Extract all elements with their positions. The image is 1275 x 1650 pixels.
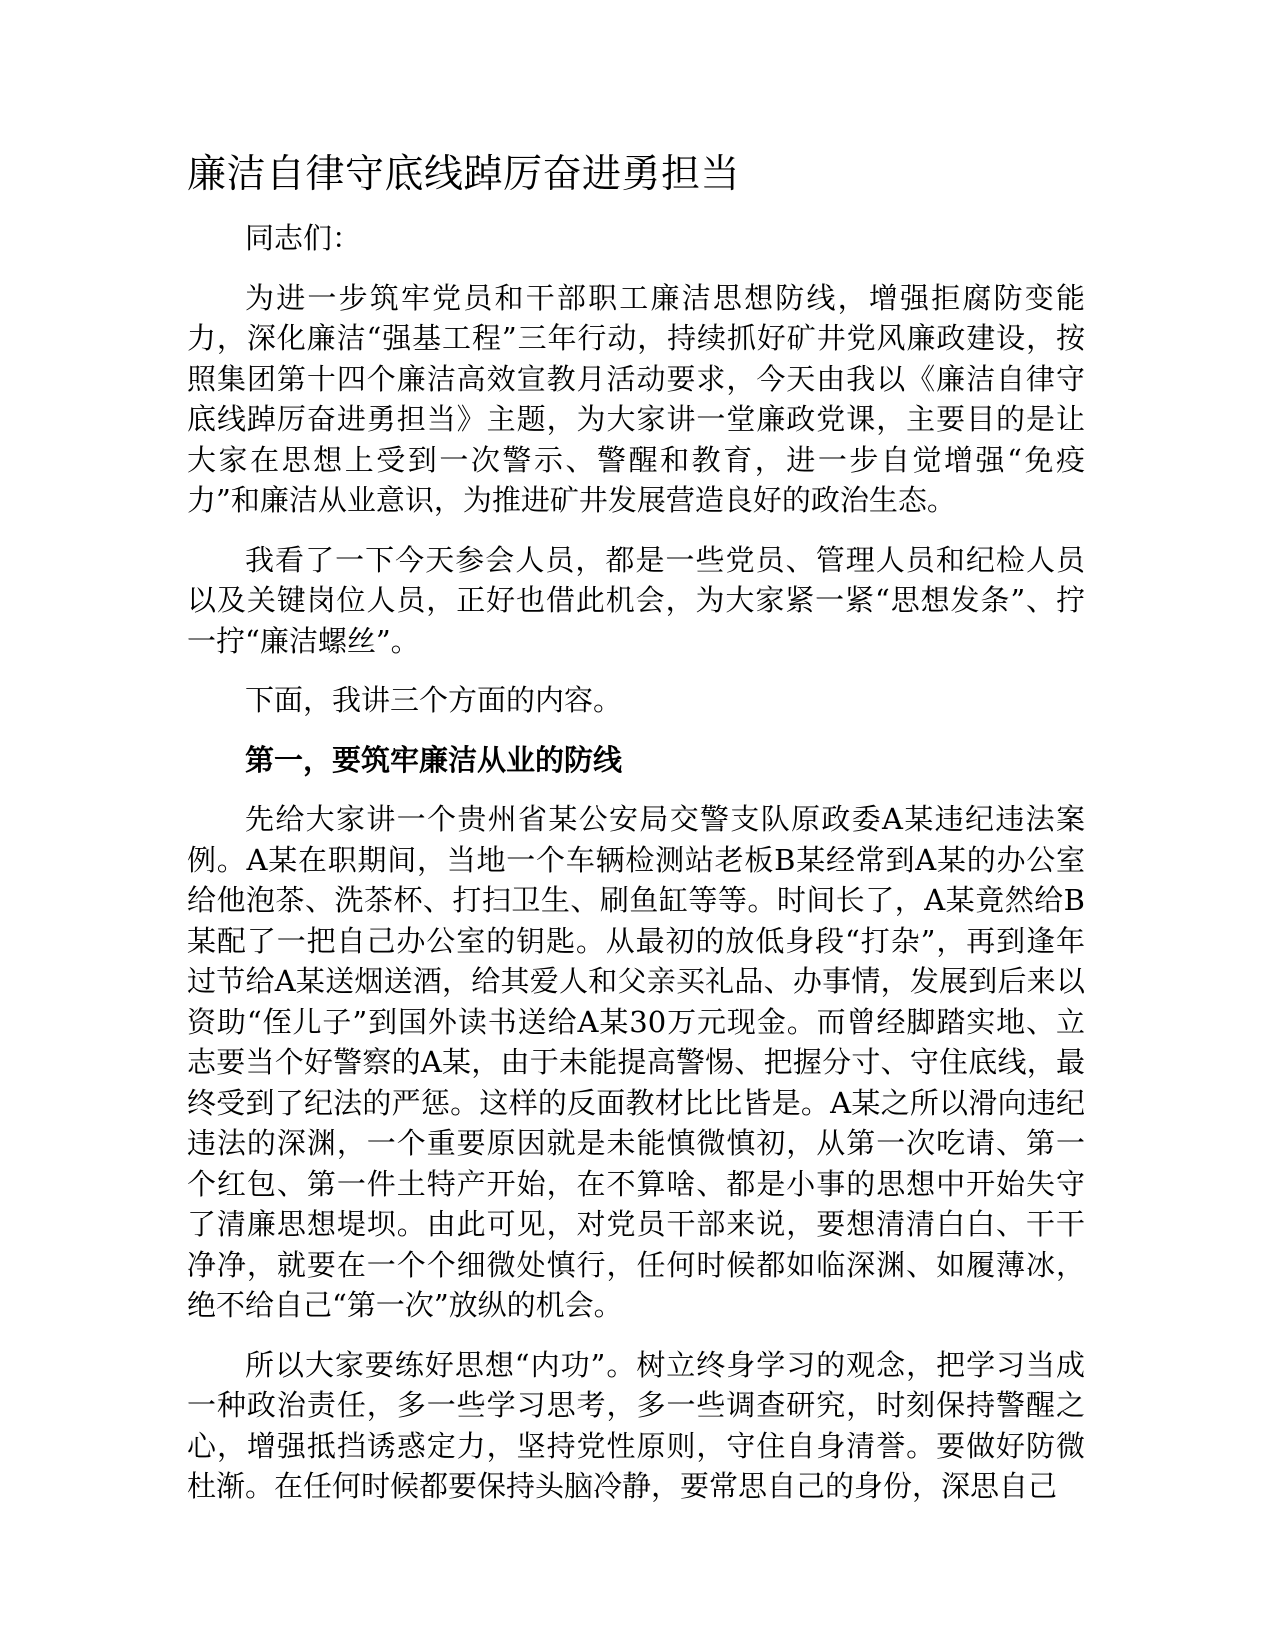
advice-paragraph: 所以大家要练好思想“内功”。树立终身学习的观念，把学习当成一种政治责任，多一些学习思考，多一些调查研究，时刻保持警醒之心，增强抵挡诱惑定力，坚持党性原则，守住自身清誉。要做好防微杜渐。在任何时候都要保持头脑冷静，要常思自己的身份，深思自己 — [187, 1347, 1085, 1503]
document-title: 廉洁自律守底线踔厉奋进勇担当 — [187, 152, 741, 197]
intro-paragraph: 为进一步筑牢党员和干部职工廉洁思想防线，增强拒腐防变能力，深化廉洁“强基工程”三年行动，持续抓好矿井党风廉政建设，按照集团第十四个廉洁高效宣教月活动要求，今天由我以《廉洁自律守底线踔厉奋进勇担当》主题，为大家讲一堂廉政党课，主要目的是让大家在思想上受到一次警示、警醒和教育，进一步自觉增强“免疫力”和廉洁从业意识，为推进矿井发展营造良好的政治生态。 — [187, 280, 1085, 517]
section-heading-first: 第一，要筑牢廉洁从业的防线 — [245, 742, 623, 777]
document-body — [187, 218, 1085, 1526]
audience-paragraph: 我看了一下今天参会人员，都是一些党员、管理人员和纪检人员以及关键岗位人员，正好也借此机会，为大家紧一紧“思想发条”、拧一拧“廉洁螺丝”。 — [187, 542, 1085, 658]
outline-paragraph: 下面，我讲三个方面的内容。 — [245, 683, 623, 717]
salutation-paragraph: 同志们： — [245, 221, 362, 255]
case-paragraph: 先给大家讲一个贵州省某公安局交警支队原政委A某违纪违法案例。A某在职期间，当地一个车辆检测站老板B某经常到A某的办公室给他泡茶、洗茶杯、打扫卫生、刷鱼缸等等。时间长了，A某竟然给B某配了一把自己办公室的钥匙。从最初的放低身段“打杂”，再到逢年过节给A某送烟送酒，给其爱人和父亲买礼品、办事情，发展到后来以资助“侄儿子”到国外读书送给A某30万元现金。而曾经脚踏实地、立志要当个好警察的A某，由于未能提高警惕、把握分寸、守住底线，最终受到了纪法的严惩。这样的反面教材比比皆是。A某之所以滑向违纪违法的深渊，一个重要原因就是未能慎微慎初，从第一次吃请、第一个红包、第一件土特产开始，在不算啥、都是小事的思想中开始失守了清廉思想堤坝。由此可见，对党员干部来说，要想清清白白、干干净净，就要在一个个细微处慎行，任何时候都如临深渊、如履薄冰，绝不给自己“第一次”放纵的机会。 — [187, 802, 1085, 1322]
